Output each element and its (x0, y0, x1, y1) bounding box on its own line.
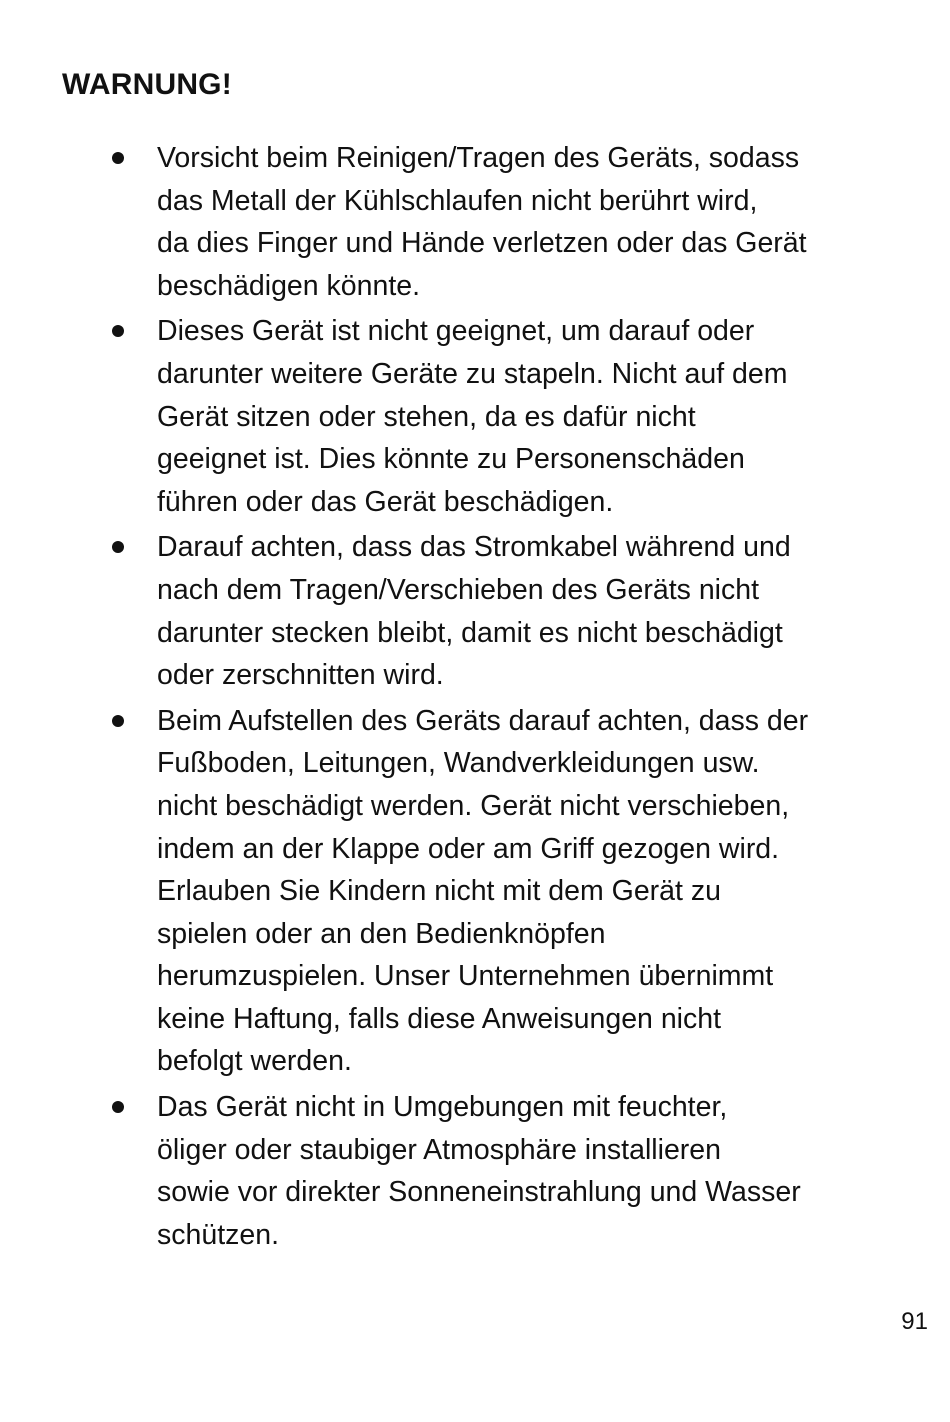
warning-heading: WARNUNG! (62, 68, 232, 101)
list-item (0, 526, 950, 696)
warning-list (0, 137, 950, 1259)
list-item (0, 1086, 950, 1256)
list-item (0, 700, 950, 1083)
list-item-text: Dieses Gerät ist nicht geeignet, um darauf oder darunter weitere Geräte zu stapeln. Nicht auf dem Gerät sitzen oder stehen, da es dafür nicht geeignet ist. Dies könnte zu Personenschäden führen oder das Gerät beschädigen. (157, 315, 788, 518)
bullet-icon (112, 152, 124, 164)
list-item (0, 310, 950, 523)
list-item-text: Das Gerät nicht in Umgebungen mit feuchter, öliger oder staubiger Atmosphäre installieren sowie vor direkter Sonneneinstrahlung und Wasser schützen. (157, 1091, 801, 1251)
list-item-text: Vorsicht beim Reinigen/Tragen des Geräts, sodass das Metall der Kühlschlaufen nicht berührt wird, da dies Finger und Hände verletzen oder das Gerät beschädigen könnte. (157, 142, 807, 302)
list-item (0, 137, 950, 307)
bullet-icon (112, 325, 124, 337)
page-number: 91 (901, 1308, 928, 1335)
list-item-text: Darauf achten, dass das Stromkabel während und nach dem Tragen/Verschieben des Geräts nicht darunter stecken bleibt, damit es nicht beschädigt oder zerschnitten wird. (157, 531, 791, 692)
list-item-text: Beim Aufstellen des Geräts darauf achten, dass der Fußboden, Leitungen, Wandverkleidungen usw. nicht beschädigt werden. Gerät nicht verschieben, indem an der Klappe oder am Griff gezogen wird. Erlauben Sie Kindern nicht mit dem Gerät zu spielen oder an den Bedienknöpfen herumzuspielen. Unser Unternehmen übernimmt keine Haftung, falls diese Anweisungen nicht befolgt werden. (157, 704, 809, 1078)
bullet-icon (112, 715, 124, 727)
bullet-icon (112, 1101, 124, 1113)
bullet-icon (112, 541, 124, 553)
